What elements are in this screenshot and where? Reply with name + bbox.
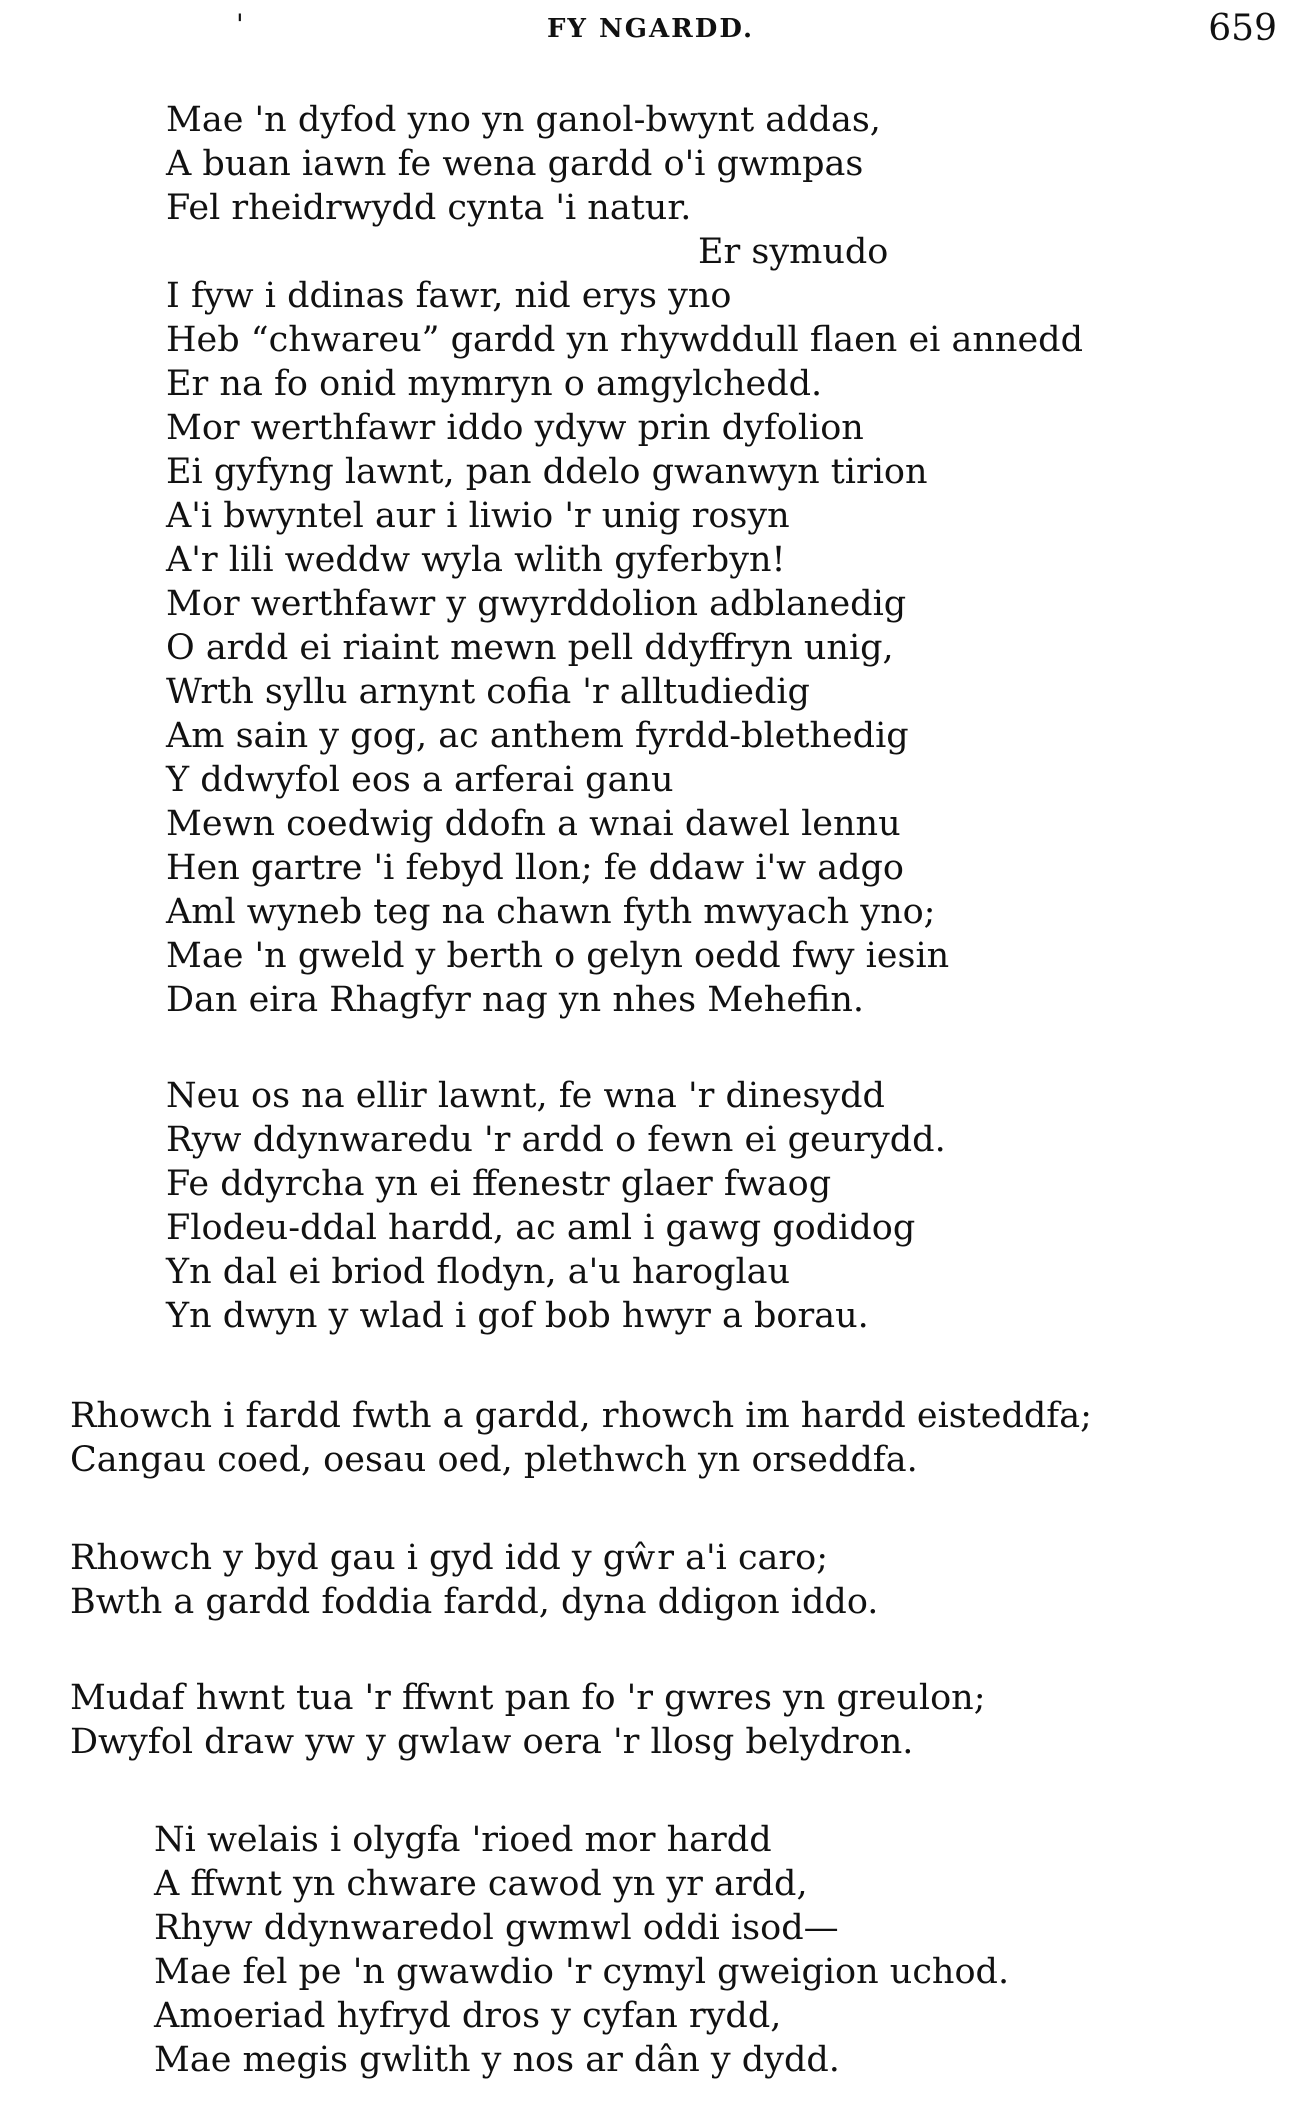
verse-line: Mewn coedwig ddofn a wnai dawel lennu [166, 804, 901, 844]
verse-line: Ni welais i olygfa 'rioed mor hardd [154, 1820, 772, 1860]
verse-line: A buan iawn fe wena gardd o'i gwmpas [166, 144, 864, 184]
verse-line: Yn dal ei briod flodyn, a'u haroglau [166, 1252, 791, 1292]
verse-line: Mudaf hwnt tua 'r ffwnt pan fo 'r gwres yn greulon; [70, 1678, 986, 1718]
verse-line: Fel rheidrwydd cynta 'i natur. [166, 188, 692, 228]
verse-line: A ffwnt yn chware cawod yn yr ardd, [154, 1864, 808, 1904]
verse-line: O ardd ei riaint mewn pell ddyffryn unig, [166, 628, 894, 668]
verse-line: Mor werthfawr iddo ydyw prin dyfolion [166, 408, 864, 448]
verse-line: Er symudo [698, 232, 889, 272]
verse-line: Dan eira Rhagfyr nag yn nhes Mehefin. [166, 980, 865, 1020]
verse-line: Hen gartre 'i febyd llon; fe ddaw i'w adgo [166, 848, 904, 888]
verse-line: Fe ddyrcha yn ei ffenestr glaer fwaog [166, 1164, 832, 1204]
header-mark: ' [236, 8, 244, 41]
verse-line: A'r lili weddw wyla wlith gyferbyn! [166, 540, 786, 580]
verse-line: Heb “chwareu” gardd yn rhywddull flaen ei annedd [166, 320, 1083, 360]
verse-line: Yn dwyn y wlad i gof bob hwyr a borau. [166, 1296, 869, 1336]
verse-line: Bwth a gardd foddia fardd, dyna ddigon iddo. [70, 1582, 879, 1622]
verse-line: Rhyw ddynwaredol gwmwl oddi isod— [154, 1908, 839, 1948]
verse-line: Ryw ddynwaredu 'r ardd o fewn ei geurydd. [166, 1120, 946, 1160]
verse-line: Mae 'n gweld y berth o gelyn oedd fwy iesin [166, 936, 950, 976]
verse-line: Er na fo onid mymryn o amgylchedd. [166, 364, 823, 404]
page-number: 659 [1208, 8, 1277, 49]
verse-line: Rhowch i fardd fwth a gardd, rhowch im hardd eisteddfa; [70, 1396, 1092, 1436]
verse-line: Cangau coed, oesau oed, plethwch yn orseddfa. [70, 1440, 918, 1480]
verse-line: Amoeriad hyfryd dros y cyfan rydd, [154, 1996, 782, 2036]
verse-line: I fyw i ddinas fawr, nid erys yno [166, 276, 732, 316]
verse-line: Wrth syllu arnynt cofia 'r alltudiedig [166, 672, 810, 712]
verse-line: Mae 'n dyfod yno yn ganol-bwynt addas, [166, 100, 881, 140]
verse-line: A'i bwyntel aur i liwio 'r unig rosyn [166, 496, 790, 536]
verse-line: Mor werthfawr y gwyrddolion adblanedig [166, 584, 907, 624]
verse-line: Flodeu-ddal hardd, ac aml i gawg godidog [166, 1208, 916, 1248]
verse-line: Mae fel pe 'n gwawdio 'r cymyl gweigion uchod. [154, 1952, 1010, 1992]
verse-line: Mae megis gwlith y nos ar dân y dydd. [154, 2040, 840, 2080]
verse-line: Y ddwyfol eos a arferai ganu [166, 760, 674, 800]
verse-line: Dwyfol draw yw y gwlaw oera 'r llosg belydron. [70, 1722, 914, 1762]
verse-line: Am sain y gog, ac anthem fyrdd-blethedig [166, 716, 909, 756]
verse-line: Aml wyneb teg na chawn fyth mwyach yno; [166, 892, 936, 932]
running-title: FY NGARDD. [546, 14, 755, 44]
verse-line: Ei gyfyng lawnt, pan ddelo gwanwyn tirion [166, 452, 928, 492]
verse-line: Rhowch y byd gau i gyd idd y gŵr a'i caro; [70, 1538, 829, 1578]
verse-line: Neu os na ellir lawnt, fe wna 'r dinesydd [166, 1076, 885, 1116]
